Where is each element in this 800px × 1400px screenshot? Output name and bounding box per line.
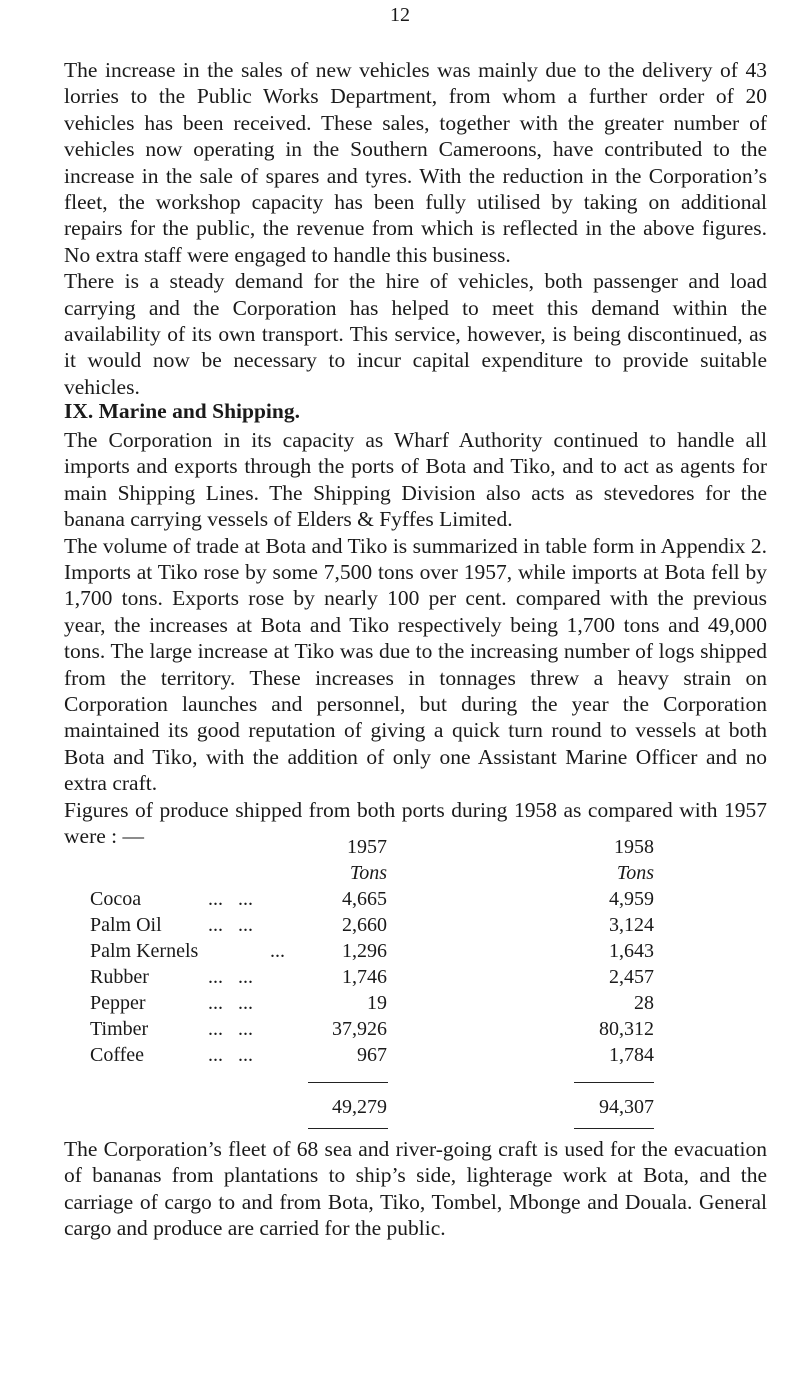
- row-value-1957: 967: [357, 1044, 387, 1066]
- page-number: 12: [390, 4, 410, 26]
- body-text-top: [64, 57, 767, 400]
- row-item: Rubber: [90, 966, 149, 988]
- column-unit-1958: Tons: [616, 862, 654, 884]
- table-total-row: [0, 1094, 800, 1120]
- row-leader-dots: ... ...: [208, 992, 253, 1014]
- paragraph-fleet: The Corporation’s fleet of 68 sea and river-going craft is used for the evacuation of bananas from plantations to ship’s side, lighterage work at Bota, and the carriage of cargo to and from Bota, Tiko, Tombel, Mbonge and Douala. General cargo and produce are carried for the public.: [64, 1137, 767, 1241]
- paragraph-figures-intro: Figures of produce shipped from both ports during 1958 as compared with 1957 were : —: [64, 797, 767, 849]
- total-1958: 94,307: [599, 1096, 654, 1118]
- total-1957: 49,279: [332, 1096, 387, 1118]
- row-leader-dots: ...: [270, 940, 285, 962]
- paragraph-wharf-authority: The Corporation in its capacity as Wharf Authority continued to handle all imports and exports through the ports of Bota and Tiko, and to act as agents for main Shipping Lines. The Shipping Division also acts as stevedores for the banana carrying vessels of Elders & Fyffes Limited.: [64, 428, 767, 532]
- row-leader-dots: ... ...: [208, 966, 253, 988]
- table-row: [0, 938, 800, 964]
- row-leader-dots: ... ...: [208, 914, 253, 936]
- row-value-1957: 2,660: [342, 914, 387, 936]
- row-value-1957: 19: [367, 992, 387, 1014]
- row-value-1957: 37,926: [332, 1018, 387, 1040]
- paragraph-vehicle-hire: There is a steady demand for the hire of vehicles, both passenger and load carrying and the Corporation has helped to meet this demand within the availability of its own transport. This service, however, is being discontinued, as it would now be necessary to incur capital expenditure to provide suitable vehicles.: [64, 269, 767, 399]
- table-row: [0, 912, 800, 938]
- row-value-1957: 4,665: [342, 888, 387, 910]
- row-value-1958: 1,643: [609, 940, 654, 962]
- column-header-1958: 1958: [614, 836, 654, 858]
- table-row: [0, 886, 800, 912]
- total-rule-1958: [574, 1128, 654, 1129]
- row-item: Pepper: [90, 992, 146, 1014]
- table-row: [0, 990, 800, 1016]
- section-heading: IX. Marine and Shipping.: [64, 399, 300, 423]
- column-unit-1957: Tons: [349, 862, 387, 884]
- row-value-1958: 80,312: [599, 1018, 654, 1040]
- row-value-1958: 2,457: [609, 966, 654, 988]
- table-row: [0, 964, 800, 990]
- total-rule-1957: [308, 1128, 388, 1129]
- row-item: Timber: [90, 1018, 149, 1040]
- row-leader-dots: ... ...: [208, 1018, 253, 1040]
- table-row: [0, 1016, 800, 1042]
- row-value-1958: 28: [634, 992, 654, 1014]
- row-item: Cocoa: [90, 888, 142, 910]
- row-value-1958: 1,784: [609, 1044, 654, 1066]
- subtotal-rule-1958: [574, 1082, 654, 1083]
- paragraph-trade-volume: The volume of trade at Bota and Tiko is summarized in table form in Appendix 2. Imports at Tiko rose by some 7,500 tons over 1957, while imports at Bota fell by 1,700 tons. Exports rose by nearly 100 per cent. compared with the previous year, the increases at Bota and Tiko respectively being 1,700 tons and 49,000 tons. The large increase at Tiko was due to the increasing number of logs shipped from the territory. These increases in tonnages threw a heavy strain on Corporation launches and personnel, but during the year the Corporation maintained its good reputation of giving a quick turn round to vessels at both Bota and Tiko, with the addition of only one Assistant Marine Officer and no extra craft.: [64, 533, 767, 796]
- row-item: Coffee: [90, 1044, 145, 1066]
- body-text-middle: [64, 427, 767, 850]
- body-text-bottom: [64, 1136, 767, 1242]
- row-item: Palm Kernels: [90, 940, 199, 962]
- subtotal-rule-1957: [308, 1082, 388, 1083]
- paragraph-vehicle-sales: The increase in the sales of new vehicles was mainly due to the delivery of 43 lorries to the Public Works Department, from whom a further order of 20 vehicles has been received. These sales, together with the greater number of vehicles now operating in the Southern Cameroons, have contributed to the increase in the sale of spares and tyres. With the reduction in the Corporation’s fleet, the workshop capacity has been fully utilised by taking on additional repairs for the public, the revenue from which is reflected in the above figures. No extra staff were engaged to handle this business.: [64, 58, 767, 267]
- row-leader-dots: ... ...: [208, 1044, 253, 1066]
- row-value-1958: 3,124: [609, 914, 654, 936]
- row-value-1958: 4,959: [609, 888, 654, 910]
- row-value-1957: 1,296: [342, 940, 387, 962]
- column-header-1957: 1957: [347, 836, 387, 858]
- row-item: Palm Oil: [90, 914, 162, 936]
- row-leader-dots: ... ...: [208, 888, 253, 910]
- table-row: [0, 1042, 800, 1068]
- row-value-1957: 1,746: [342, 966, 387, 988]
